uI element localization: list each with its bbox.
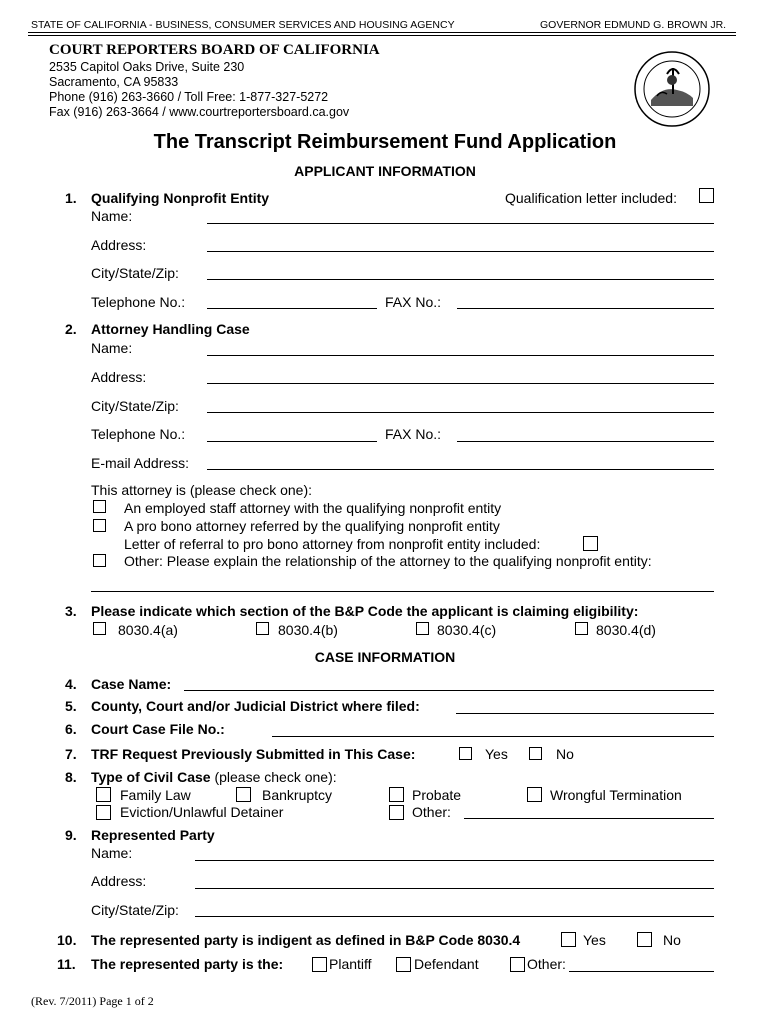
q7-number: 7. — [65, 746, 77, 762]
q5-label: County, Court and/or Judicial District where filed: — [91, 698, 420, 714]
board-fax: Fax (916) 263-3664 / www.courtreportersboard.ca.gov — [49, 105, 350, 119]
other-party-field[interactable] — [569, 971, 714, 972]
q1-address-label: Address: — [91, 237, 147, 253]
q2-label: Attorney Handling Case — [91, 321, 250, 337]
board-address-2: Sacramento, CA 95833 — [49, 75, 179, 89]
q1-phone-label: Telephone No.: — [91, 294, 186, 310]
code-d-label: 8030.4(d) — [596, 622, 656, 638]
q2-city-label: City/State/Zip: — [91, 398, 179, 414]
q7-label: TRF Request Previously Submitted in This Case: — [91, 746, 416, 762]
q8-label-row — [91, 769, 337, 785]
q1-fax-label: FAX No.: — [385, 294, 442, 310]
wrongful-termination-checkbox[interactable] — [527, 787, 542, 802]
probate-label: Probate — [412, 787, 462, 803]
plaintiff-label: Plantiff — [329, 956, 372, 972]
header-rule — [28, 32, 736, 33]
q11-number: 11. — [57, 956, 76, 972]
code-c-checkbox[interactable] — [416, 622, 429, 635]
q8-hint: (please check one): — [214, 769, 337, 785]
indigent-yes-checkbox[interactable] — [561, 932, 576, 947]
staff-attorney-label: An employed staff attorney with the qualifying nonprofit entity — [124, 500, 502, 516]
q7-yes-checkbox[interactable] — [459, 747, 472, 760]
other-attorney-label: Other: Please explain the relationship of the attorney to the qualifying nonprofit entity: — [124, 553, 652, 569]
other-party-checkbox[interactable] — [510, 957, 525, 972]
q1-city-label: City/State/Zip: — [91, 265, 179, 281]
q9-number: 9. — [65, 827, 77, 843]
q4-number: 4. — [65, 676, 77, 692]
q7-no-checkbox[interactable] — [529, 747, 542, 760]
q2-address-field[interactable] — [207, 383, 714, 384]
bankruptcy-label: Bankruptcy — [262, 787, 333, 803]
board-address-1: 2535 Capitol Oaks Drive, Suite 230 — [49, 60, 245, 74]
q9-name-label: Name: — [91, 845, 133, 861]
attorney-type-prompt: This attorney is (please check one): — [91, 482, 312, 498]
code-c-label: 8030.4(c) — [437, 622, 497, 638]
board-phone: Phone (916) 263-3660 / Toll Free: 1-877-327-5272 — [49, 90, 329, 104]
plaintiff-checkbox[interactable] — [312, 957, 327, 972]
other-case-type-checkbox[interactable] — [389, 805, 404, 820]
q2-email-field[interactable] — [207, 469, 714, 470]
bankruptcy-checkbox[interactable] — [236, 787, 251, 802]
q7-yes-label: Yes — [485, 746, 508, 762]
probono-attorney-label: A pro bono attorney referred by the qualifying nonprofit entity — [124, 518, 500, 534]
qual-letter-label: Qualification letter included: — [505, 190, 677, 206]
q2-name-field[interactable] — [207, 355, 714, 356]
governor-header: GOVERNOR EDMUND G. BROWN JR. — [540, 19, 727, 31]
other-party-label: Other: — [527, 956, 566, 972]
other-case-type-field[interactable] — [464, 818, 714, 819]
q6-label: Court Case File No.: — [91, 721, 225, 737]
code-a-label: 8030.4(a) — [118, 622, 178, 638]
family-law-checkbox[interactable] — [96, 787, 111, 802]
q3-number: 3. — [65, 603, 77, 619]
q9-label: Represented Party — [91, 827, 215, 843]
header-rule-2 — [28, 35, 736, 36]
q1-number: 1. — [65, 190, 77, 206]
q10-number: 10. — [57, 932, 77, 948]
other-attorney-explain-field[interactable] — [91, 591, 714, 592]
defendant-label: Defendant — [414, 956, 479, 972]
referral-letter-label: Letter of referral to pro bono attorney from nonprofit entity included: — [124, 536, 541, 552]
q2-number: 2. — [65, 321, 77, 337]
family-law-label: Family Law — [120, 787, 191, 803]
party-city-field[interactable] — [195, 916, 714, 917]
defendant-checkbox[interactable] — [396, 957, 411, 972]
probate-checkbox[interactable] — [389, 787, 404, 802]
probono-attorney-checkbox[interactable] — [93, 519, 106, 532]
other-case-type-label: Other: — [412, 804, 451, 820]
county-court-field[interactable] — [456, 713, 714, 714]
q9-address-label: Address: — [91, 873, 147, 889]
q4-label: Case Name: — [91, 676, 172, 692]
q1-label: Qualifying Nonprofit Entity — [91, 190, 270, 206]
other-attorney-checkbox[interactable] — [93, 554, 106, 567]
q7-no-label: No — [556, 746, 574, 762]
q1-city-field[interactable] — [207, 279, 714, 280]
staff-attorney-checkbox[interactable] — [93, 500, 106, 513]
q1-address-field[interactable] — [207, 251, 714, 252]
q2-email-label: E-mail Address: — [91, 455, 190, 471]
indigent-no-label: No — [663, 932, 681, 948]
q11-label: The represented party is the: — [91, 956, 284, 972]
applicant-heading: APPLICANT INFORMATION — [294, 163, 476, 179]
q1-phone-field[interactable] — [207, 308, 377, 309]
indigent-yes-label: Yes — [583, 932, 606, 948]
q6-number: 6. — [65, 721, 77, 737]
case-file-no-field[interactable] — [272, 736, 714, 737]
code-a-checkbox[interactable] — [93, 622, 106, 635]
q2-name-label: Name: — [91, 340, 133, 356]
q5-number: 5. — [65, 698, 77, 714]
q10-label: The represented party is indigent as defined in B&P Code 8030.4 — [91, 932, 521, 948]
q9-city-label: City/State/Zip: — [91, 902, 179, 918]
q2-phone-field[interactable] — [207, 441, 377, 442]
q1-fax-field[interactable] — [457, 308, 714, 309]
q1-name-label: Name: — [91, 208, 133, 224]
case-name-field[interactable] — [184, 690, 714, 691]
q8-label: Type of Civil Case — [91, 769, 211, 785]
q8-number: 8. — [65, 769, 77, 785]
referral-letter-checkbox[interactable] — [583, 536, 598, 551]
page-footer: (Rev. 7/2011) Page 1 of 2 — [31, 994, 154, 1008]
code-b-label: 8030.4(b) — [278, 622, 338, 638]
q2-phone-label: Telephone No.: — [91, 426, 186, 442]
party-address-field[interactable] — [195, 888, 714, 889]
q2-city-field[interactable] — [207, 412, 714, 413]
eviction-label: Eviction/Unlawful Detainer — [120, 804, 284, 820]
qual-letter-checkbox[interactable] — [699, 188, 714, 203]
wrongful-termination-label: Wrongful Termination — [550, 787, 682, 803]
q2-address-label: Address: — [91, 369, 147, 385]
q1-name-field[interactable] — [207, 223, 714, 224]
form-title: The Transcript Reimbursement Fund Application — [153, 131, 617, 153]
party-name-field[interactable] — [195, 860, 714, 861]
state-seal-icon — [633, 50, 711, 128]
board-name: COURT REPORTERS BOARD OF CALIFORNIA — [49, 42, 380, 58]
q2-fax-label: FAX No.: — [385, 426, 442, 442]
code-d-checkbox[interactable] — [575, 622, 588, 635]
q3-label: Please indicate which section of the B&P Code the applicant is claiming eligibility: — [91, 603, 639, 619]
agency-header: STATE OF CALIFORNIA - BUSINESS, CONSUMER SERVICES AND HOUSING AGENCY — [31, 19, 455, 31]
indigent-no-checkbox[interactable] — [637, 932, 652, 947]
q2-fax-field[interactable] — [457, 441, 714, 442]
case-heading: CASE INFORMATION — [314, 649, 456, 665]
code-b-checkbox[interactable] — [256, 622, 269, 635]
eviction-checkbox[interactable] — [96, 805, 111, 820]
